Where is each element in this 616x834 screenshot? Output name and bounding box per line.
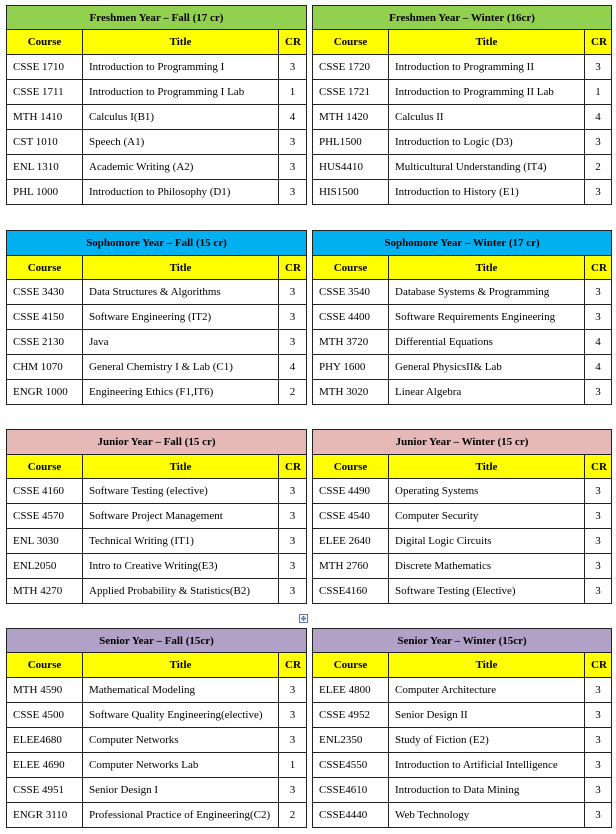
course-title: Introduction to Artificial Intelligence [389, 753, 585, 778]
credit-hours: 3 [279, 504, 307, 529]
course-title: Introduction to Programming II Lab [389, 80, 585, 105]
column-header-cr: CR [279, 256, 307, 280]
column-header-title: Title [83, 30, 279, 55]
course-code: CSSE 4952 [313, 703, 389, 728]
table-row [7, 380, 307, 405]
column-header-course: Course [7, 653, 83, 678]
course-title: Senior Design II [389, 703, 585, 728]
freshmen-fall-table [6, 5, 307, 205]
course-title: Mathematical Modeling [83, 678, 279, 703]
table-row [313, 330, 612, 355]
course-code: ELEE 2640 [313, 529, 389, 554]
course-code: CSSE 4500 [7, 703, 83, 728]
table-row [313, 803, 612, 828]
sophomore-winter-table [312, 230, 612, 405]
credit-hours: 3 [585, 529, 612, 554]
course-code: PHY 1600 [313, 355, 389, 380]
credit-hours: 3 [585, 579, 612, 604]
credit-hours: 3 [279, 728, 307, 753]
credit-hours: 3 [279, 678, 307, 703]
table-row [313, 778, 612, 803]
course-title: Discrete Mathematics [389, 554, 585, 579]
table-row [313, 180, 612, 205]
credit-hours: 1 [279, 753, 307, 778]
course-title: Speech (A1) [83, 130, 279, 155]
table-row [7, 554, 307, 579]
credit-hours: 3 [585, 380, 612, 405]
course-code: ENL2350 [313, 728, 389, 753]
senior-fall-heading: Senior Year – Fall (15cr) [7, 629, 307, 653]
table-row [313, 728, 612, 753]
column-header-course: Course [313, 455, 389, 479]
course-title: Java [83, 330, 279, 355]
junior-fall-heading: Junior Year – Fall (15 cr) [7, 430, 307, 455]
course-title: Software Quality Engineering(elective) [83, 703, 279, 728]
course-code: CST 1010 [7, 130, 83, 155]
freshmen-fall-heading: Freshmen Year – Fall (17 cr) [7, 6, 307, 30]
course-code: HIS1500 [313, 180, 389, 205]
column-header-title: Title [83, 455, 279, 479]
credit-hours: 3 [585, 778, 612, 803]
course-code: CSSE 4951 [7, 778, 83, 803]
course-title: Computer Networks Lab [83, 753, 279, 778]
table-row [313, 280, 612, 305]
credit-hours: 2 [279, 380, 307, 405]
column-header-title: Title [389, 455, 585, 479]
table-row [7, 280, 307, 305]
credit-hours: 3 [585, 504, 612, 529]
table-row [7, 80, 307, 105]
column-header-cr: CR [585, 30, 612, 55]
table-row [7, 728, 307, 753]
course-title: Software Testing (elective) [83, 479, 279, 504]
table-row [313, 479, 612, 504]
course-title: Differential Equations [389, 330, 585, 355]
credit-hours: 3 [585, 479, 612, 504]
course-code: ENL 3030 [7, 529, 83, 554]
course-code: CSSE 4540 [313, 504, 389, 529]
credit-hours: 4 [279, 105, 307, 130]
credit-hours: 3 [279, 778, 307, 803]
column-header-course: Course [313, 256, 389, 280]
course-code: CSSE 4160 [7, 479, 83, 504]
column-header-title: Title [389, 653, 585, 678]
column-header-title: Title [83, 653, 279, 678]
table-row [7, 529, 307, 554]
credit-hours: 3 [279, 703, 307, 728]
course-title: Database Systems & Programming [389, 280, 585, 305]
course-code: CSSE 1721 [313, 80, 389, 105]
course-code: CSSE 3430 [7, 280, 83, 305]
course-code: ENGR 1000 [7, 380, 83, 405]
course-title: Professional Practice of Engineering(C2) [83, 803, 279, 828]
table-row [7, 55, 307, 80]
credit-hours: 3 [279, 529, 307, 554]
credit-hours: 4 [585, 330, 612, 355]
course-code: CSSE 3540 [313, 280, 389, 305]
table-row [7, 479, 307, 504]
table-row [7, 803, 307, 828]
table-row [313, 355, 612, 380]
credit-hours: 3 [585, 305, 612, 330]
course-title: Introduction to Logic (D3) [389, 130, 585, 155]
column-header-course: Course [7, 30, 83, 55]
credit-hours: 4 [585, 355, 612, 380]
column-header-cr: CR [279, 653, 307, 678]
credit-hours: 3 [585, 130, 612, 155]
course-title: Introduction to Programming I Lab [83, 80, 279, 105]
table-row [7, 105, 307, 130]
table-row [7, 678, 307, 703]
table-row [313, 703, 612, 728]
course-title: Computer Architecture [389, 678, 585, 703]
junior-winter-table [312, 429, 612, 604]
credit-hours: 3 [585, 803, 612, 828]
table-row [313, 80, 612, 105]
course-title: Introduction to Programming I [83, 55, 279, 80]
credit-hours: 3 [585, 678, 612, 703]
course-title: General Chemistry I & Lab (C1) [83, 355, 279, 380]
course-title: Software Project Management [83, 504, 279, 529]
course-title: Technical Writing (IT1) [83, 529, 279, 554]
course-title: Computer Networks [83, 728, 279, 753]
table-row [7, 130, 307, 155]
course-title: Introduction to Data Mining [389, 778, 585, 803]
course-title: Linear Algebra [389, 380, 585, 405]
column-header-title: Title [389, 256, 585, 280]
course-code: MTH 1410 [7, 105, 83, 130]
course-code: MTH 2760 [313, 554, 389, 579]
sophomore-fall-heading: Sophomore Year – Fall (15 cr) [7, 231, 307, 256]
course-title: Introduction to History (E1) [389, 180, 585, 205]
course-code: ENGR 3110 [7, 803, 83, 828]
course-title: Study of Fiction (E2) [389, 728, 585, 753]
course-code: CSSE 1711 [7, 80, 83, 105]
course-code: CHM 1070 [7, 355, 83, 380]
table-row [313, 753, 612, 778]
table-row [313, 155, 612, 180]
course-title: Calculus I(B1) [83, 105, 279, 130]
course-code: PHL1500 [313, 130, 389, 155]
table-row [7, 778, 307, 803]
column-header-cr: CR [585, 455, 612, 479]
table-row [7, 753, 307, 778]
column-header-title: Title [83, 256, 279, 280]
course-code: HUS4410 [313, 155, 389, 180]
course-code: PHL 1000 [7, 180, 83, 205]
table-row [7, 355, 307, 380]
junior-fall-table [6, 429, 307, 604]
credit-hours: 3 [585, 753, 612, 778]
course-title: Software Testing (Elective) [389, 579, 585, 604]
table-row [313, 55, 612, 80]
credit-hours: 4 [585, 105, 612, 130]
course-code: CSSE 4150 [7, 305, 83, 330]
credit-hours: 3 [279, 180, 307, 205]
credit-hours: 3 [279, 330, 307, 355]
credit-hours: 3 [585, 554, 612, 579]
table-row [313, 105, 612, 130]
column-header-cr: CR [585, 256, 612, 280]
course-code: CSSE4440 [313, 803, 389, 828]
credit-hours: 3 [279, 280, 307, 305]
course-title: Academic Writing (A2) [83, 155, 279, 180]
column-header-title: Title [389, 30, 585, 55]
course-code: CSSE 2130 [7, 330, 83, 355]
course-title: Digital Logic Circuits [389, 529, 585, 554]
course-code: CSSE 1710 [7, 55, 83, 80]
course-code: CSSE 4490 [313, 479, 389, 504]
course-code: MTH 1420 [313, 105, 389, 130]
credit-hours: 3 [279, 579, 307, 604]
course-title: Software Engineering (IT2) [83, 305, 279, 330]
table-row [313, 529, 612, 554]
credit-hours: 3 [585, 728, 612, 753]
table-move-handle-icon[interactable]: ✥ [300, 615, 307, 623]
credit-hours: 3 [279, 479, 307, 504]
credit-hours: 3 [279, 155, 307, 180]
course-title: Introduction to Programming II [389, 55, 585, 80]
column-header-course: Course [313, 653, 389, 678]
course-code: ENL2050 [7, 554, 83, 579]
course-code: MTH 3720 [313, 330, 389, 355]
credit-hours: 3 [585, 280, 612, 305]
course-title: Applied Probability & Statistics(B2) [83, 579, 279, 604]
sophomore-fall-table [6, 230, 307, 405]
course-title: Multicultural Understanding (IT4) [389, 155, 585, 180]
course-title: General PhysicsII& Lab [389, 355, 585, 380]
course-code: CSSE4550 [313, 753, 389, 778]
course-code: CSSE4610 [313, 778, 389, 803]
senior-winter-heading: Senior Year – Winter (15cr) [313, 629, 612, 653]
column-header-course: Course [7, 455, 83, 479]
course-title: Intro to Creative Writing(E3) [83, 554, 279, 579]
senior-fall-table [6, 628, 307, 828]
course-code: MTH 3020 [313, 380, 389, 405]
credit-hours: 3 [585, 180, 612, 205]
junior-winter-heading: Junior Year – Winter (15 cr) [313, 430, 612, 455]
course-title: Web Technology [389, 803, 585, 828]
credit-hours: 1 [279, 80, 307, 105]
course-code: MTH 4270 [7, 579, 83, 604]
table-row [313, 678, 612, 703]
credit-hours: 3 [585, 703, 612, 728]
freshmen-winter-heading: Freshmen Year – Winter (16cr) [313, 6, 612, 30]
column-header-course: Course [7, 256, 83, 280]
course-title: Introduction to Philosophy (D1) [83, 180, 279, 205]
column-header-cr: CR [585, 653, 612, 678]
column-header-cr: CR [279, 30, 307, 55]
course-code: ELEE4680 [7, 728, 83, 753]
table-row [7, 155, 307, 180]
course-code: CSSE4160 [313, 579, 389, 604]
course-code: MTH 4590 [7, 678, 83, 703]
course-title: Senior Design I [83, 778, 279, 803]
credit-hours: 2 [279, 803, 307, 828]
credit-hours: 3 [585, 55, 612, 80]
table-row [313, 130, 612, 155]
column-header-course: Course [313, 30, 389, 55]
table-row [7, 579, 307, 604]
course-code: ELEE 4800 [313, 678, 389, 703]
credit-hours: 3 [279, 554, 307, 579]
credit-hours: 3 [279, 130, 307, 155]
course-title: Calculus II [389, 105, 585, 130]
table-row [313, 504, 612, 529]
course-code: CSSE 4570 [7, 504, 83, 529]
table-row [313, 579, 612, 604]
sophomore-winter-heading: Sophomore Year – Winter (17 cr) [313, 231, 612, 256]
course-title: Software Requirements Engineering [389, 305, 585, 330]
table-row [7, 305, 307, 330]
course-title: Data Structures & Algorithms [83, 280, 279, 305]
credit-hours: 2 [585, 155, 612, 180]
credit-hours: 1 [585, 80, 612, 105]
table-row [313, 554, 612, 579]
course-title: Operating Systems [389, 479, 585, 504]
senior-winter-table [312, 628, 612, 828]
table-row [313, 305, 612, 330]
table-row [7, 504, 307, 529]
course-title: Engineering Ethics (F1,IT6) [83, 380, 279, 405]
table-row [7, 703, 307, 728]
course-title: Computer Security [389, 504, 585, 529]
course-code: CSSE 4400 [313, 305, 389, 330]
freshmen-winter-table [312, 5, 612, 205]
course-code: ELEE 4690 [7, 753, 83, 778]
table-row [7, 180, 307, 205]
table-row [7, 330, 307, 355]
credit-hours: 4 [279, 355, 307, 380]
course-code: CSSE 1720 [313, 55, 389, 80]
column-header-cr: CR [279, 455, 307, 479]
table-row [313, 380, 612, 405]
credit-hours: 3 [279, 305, 307, 330]
course-code: ENL 1310 [7, 155, 83, 180]
credit-hours: 3 [279, 55, 307, 80]
